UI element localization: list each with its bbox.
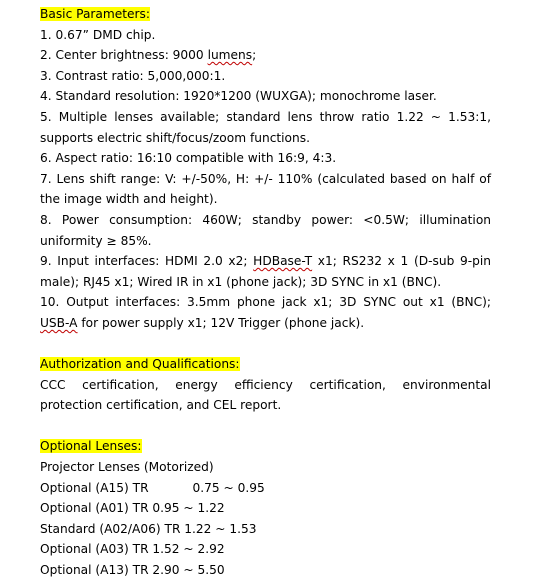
output-text-c: for power supply x1; 12V Trigger (phone jack). bbox=[77, 315, 365, 330]
param-contrast: 3. Contrast ratio: 5,000,000:1. bbox=[40, 68, 226, 83]
param-dmd-chip: 1. 0.67” DMD chip. bbox=[40, 27, 156, 42]
param-lenses: 5. Multiple lenses available; standard lens throw ratio 1.22 ~ 1.53:1, supports electric shift/focus/zoom functions. bbox=[40, 109, 491, 145]
param-resolution: 4. Standard resolution: 1920*1200 (WUXGA); monochrome laser. bbox=[40, 89, 437, 104]
lens-a13: Optional (A13) TR 2.90 ~ 5.50 bbox=[40, 563, 225, 578]
input-text-c: x1; RS232 x 1 (D-sub 9-pin male); RJ45 x1; Wired IR in x1 (phone jack); 3D SYNC in x1 (BNC). bbox=[40, 254, 491, 289]
optional-lenses-section bbox=[40, 436, 491, 457]
param-aspect-ratio: 6. Aspect ratio: 16:10 compatible with 16:9, 4:3. bbox=[40, 151, 337, 166]
lens-a01: Optional (A01) TR 0.95 ~ 1.22 bbox=[40, 501, 225, 516]
lumens-word: lumens bbox=[207, 48, 253, 63]
param-output-interfaces bbox=[40, 292, 491, 333]
authorization-section bbox=[40, 354, 491, 375]
brightness-end: ; bbox=[252, 48, 257, 63]
lens-a15 bbox=[40, 478, 491, 499]
authorization-heading: Authorization and Qualifications: bbox=[40, 357, 240, 372]
spec-document bbox=[40, 4, 491, 581]
lens-a03: Optional (A03) TR 1.52 ~ 2.92 bbox=[40, 542, 225, 557]
param-input-interfaces bbox=[40, 251, 491, 292]
authorization-text: CCC certification, energy efficiency certification, environmental protection certification, and CEL report. bbox=[40, 377, 491, 413]
spacer bbox=[40, 416, 491, 437]
input-text-a: 9. Input interfaces: HDMI 2.0 x2; bbox=[40, 254, 254, 269]
lens-a15-range: 0.75 ~ 0.95 bbox=[192, 480, 265, 495]
basic-parameters-section bbox=[40, 4, 491, 25]
param-brightness bbox=[40, 45, 491, 66]
lens-a02-a06: Standard (A02/A06) TR 1.22 ~ 1.53 bbox=[40, 521, 257, 536]
output-text-a: 10. Output interfaces: 3.5mm phone jack x1; 3D SYNC out x1 (BNC); bbox=[40, 295, 491, 310]
optional-lenses-heading: Optional Lenses: bbox=[40, 439, 142, 454]
spacer bbox=[40, 334, 491, 355]
brightness-text: 2. Center brightness: 9000 bbox=[40, 48, 208, 63]
param-power: 8. Power consumption: 460W; standby power: <0.5W; illumination uniformity ≥ 85%. bbox=[40, 212, 491, 248]
lenses-subheading: Projector Lenses (Motorized) bbox=[40, 460, 214, 475]
hdbaset-word: HDBase-T bbox=[253, 254, 313, 269]
lens-a15-label: Optional (A15) TR bbox=[40, 480, 149, 495]
basic-parameters-heading: Basic Parameters: bbox=[40, 7, 151, 21]
usba-word: USB-A bbox=[40, 315, 78, 330]
param-lens-shift: 7. Lens shift range: V: +/-50%, H: +/- 110% (calculated based on half of the image width and height). bbox=[40, 171, 491, 207]
